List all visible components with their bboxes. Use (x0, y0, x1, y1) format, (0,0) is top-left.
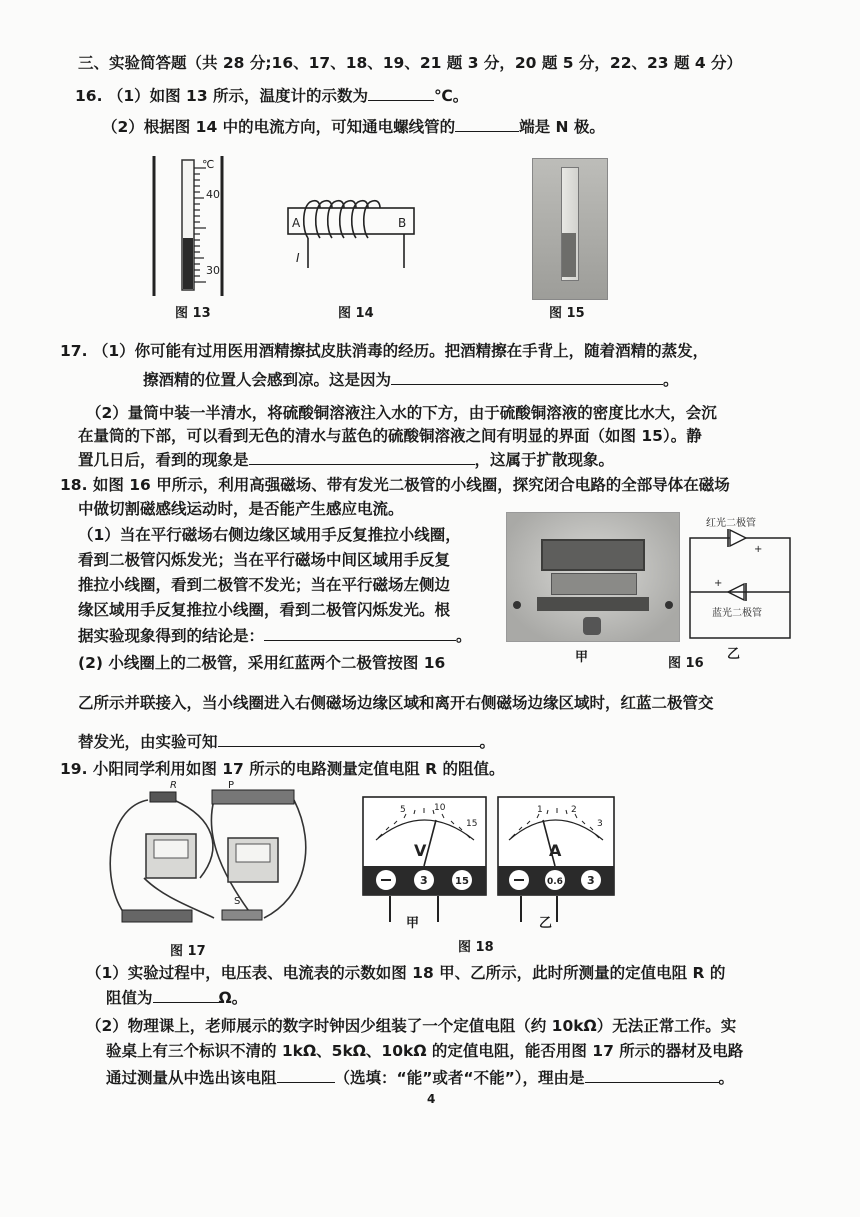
red-diode-icon (730, 530, 746, 546)
answer-blank[interactable] (368, 84, 434, 101)
q18-line10-text: 替发光，由实验可知 (78, 733, 218, 751)
volt-scale-15: 15 (466, 819, 478, 829)
therm-40-label: 40 (206, 188, 220, 201)
fig13-caption: 图 13 (175, 306, 211, 321)
q19-line3 (106, 986, 247, 1009)
svg-text:+: + (714, 578, 723, 589)
answer-blank[interactable] (455, 115, 519, 132)
amp-scale-1: 1 (537, 805, 543, 815)
switch-label: S (234, 896, 241, 907)
q18-line7-text: 据实验现象得到的结论是： (78, 627, 265, 645)
q18-line7 (78, 624, 472, 647)
therm-unit-label: ℃ (202, 158, 215, 171)
fig14-caption: 图 14 (338, 306, 374, 321)
current-label: I (296, 251, 300, 265)
fig18-jia-caption: 甲 (406, 916, 420, 931)
solenoid-figure (280, 190, 420, 280)
q18-line10 (78, 730, 495, 753)
q19-line4: （2）物理课上，老师展示的数字时钟因少组装了一个定值电阻（约 10kΩ）无法正常工作。实 (86, 1017, 737, 1035)
q18-line2: 中做切割磁感线运动时，是否能产生感应电流。 (78, 500, 404, 518)
volt-lead (437, 896, 439, 922)
q17-line2 (143, 368, 679, 391)
fig16-jia-caption: 甲 (575, 650, 589, 665)
q17-line3: （2）量筒中装一半清水，将硫酸铜溶液注入水的下方，由于硫酸铜溶液的密度比水大，会沉 (86, 404, 717, 422)
volt-lead (389, 896, 391, 922)
q18-line9: 乙所示并联接入，当小线圈进入右侧磁场边缘区域和离开右侧磁场边缘区域时，红蓝二极管交 (78, 694, 714, 712)
therm-30-label: 30 (206, 264, 220, 277)
q17-line5-end: ，这属于扩散现象。 (474, 451, 615, 469)
page-number: 4 (427, 1092, 436, 1106)
q19-line5: 验桌上有三个标识不清的 1kΩ、5kΩ、10kΩ 的定值电阻，能否用图 17 所示的器材及电路 (106, 1042, 744, 1060)
q16-part1-unit: ℃。 (434, 87, 469, 105)
q17-line5 (78, 448, 614, 471)
amp-terminal-3: 3 (587, 874, 595, 887)
volt-scale-5: 5 (400, 805, 406, 815)
q16-part1 (75, 84, 468, 107)
volt-terminal-15: 15 (455, 876, 469, 887)
fig15-caption: 图 15 (549, 306, 585, 321)
q18-line10-end: 。 (479, 733, 496, 751)
q18-line6: 缘区域用手反复推拉小线圈，看到二极管闪烁发光。根 (78, 601, 451, 619)
volt-scale-10: 10 (434, 803, 446, 813)
q17-line2-text: 擦酒精的位置人会感到凉。这是因为 (143, 371, 392, 389)
slider-label: P (228, 780, 235, 791)
red-led-label: 红光二极管 (706, 518, 756, 529)
q19-line6-mid: （选填：“能”或者“不能”），理由是 (334, 1069, 585, 1087)
resistor-label: R (170, 780, 177, 791)
volt-terminal-3: 3 (420, 874, 428, 887)
fig16-caption: 图 16 (668, 656, 704, 671)
q16-part2 (102, 115, 605, 138)
q17-line2-end: 。 (663, 371, 679, 389)
blue-led-label: 蓝光二极管 (712, 608, 762, 619)
q18-line4: 看到二极管闪烁发光；当在平行磁场中间区域用手反复 (78, 551, 451, 569)
q19-line3-text: 阻值为 (106, 989, 153, 1007)
q19-line6-end: 。 (718, 1069, 735, 1087)
q19-line1: 19. 小阳同学利用如图 17 所示的电路测量定值电阻 R 的阻值。 (60, 760, 505, 778)
q18-line3: （1）当在平行磁场右侧边缘区域用手反复推拉小线圈， (78, 526, 461, 544)
fig18-yi-caption: 乙 (539, 916, 553, 931)
q18-line5: 推拉小线圈，看到二极管不发光；当在平行磁场左侧边 (78, 576, 451, 594)
amp-scale-2: 2 (571, 805, 577, 815)
q17-line1: 17. （1）你可能有过用医用酒精擦拭皮肤消毒的经历。把酒精擦在手背上，随着酒精的蒸发， (60, 342, 709, 360)
amp-lead (556, 896, 558, 922)
answer-blank[interactable] (249, 448, 475, 465)
answer-blank[interactable] (585, 1066, 719, 1083)
q16-part2-end: 端是 N 极。 (519, 118, 605, 136)
sol-label-b: B (398, 216, 407, 230)
q19-line6 (106, 1066, 734, 1089)
answer-blank[interactable] (264, 624, 456, 641)
circuit-photo (104, 778, 314, 938)
thermometer-figure (140, 150, 240, 298)
sol-label-a: A (292, 216, 301, 230)
q19-line2: （1）实验过程中，电压表、电流表的示数如图 18 甲、乙所示，此时所测量的定值电阻 R 的 (86, 964, 726, 982)
magnet-photo (506, 512, 680, 642)
q17-line5-text: 置几日后，看到的现象是 (78, 451, 249, 469)
amp-scale-3: 3 (597, 819, 603, 829)
amp-terminal-0-6: 0.6 (547, 877, 563, 887)
section-header: 三、实验简答题（共 28 分;16、17、18、19、21 题 3 分，20 题 5 分，22、23 题 4 分） (78, 54, 743, 72)
fig18-caption: 图 18 (458, 940, 494, 955)
q18-line8: (2) 小线圈上的二极管，采用红蓝两个二极管按图 16 (78, 654, 446, 672)
volt-symbol: V (414, 841, 427, 860)
q16-part2-text: （2）根据图 14 中的电流方向，可知通电螺线管的 (102, 118, 456, 136)
diode-circuit-figure (684, 512, 794, 642)
q17-line4: 在量筒的下部，可以看到无色的清水与蓝色的硫酸铜溶液之间有明显的界面（如图 15）。静 (78, 427, 702, 445)
fig16-yi-caption: 乙 (727, 647, 741, 662)
answer-blank[interactable] (277, 1066, 335, 1083)
q19-line3-end: Ω。 (218, 989, 248, 1007)
fig17-caption: 图 17 (170, 944, 206, 959)
q16-part1-text: 16. （1）如图 13 所示，温度计的示数为 (75, 87, 369, 105)
answer-blank[interactable] (153, 986, 219, 1003)
q18-line1: 18. 如图 16 甲所示，利用高强磁场、带有发光二极管的小线圈，探究闭合电路的全部导体在磁场 (60, 476, 730, 494)
cylinder-photo (532, 158, 608, 300)
answer-blank[interactable] (218, 730, 480, 747)
q19-line6-text: 通过测量从中选出该电阻 (106, 1069, 277, 1087)
voltmeter-figure (362, 796, 487, 896)
answer-blank[interactable] (391, 368, 663, 385)
ammeter-figure (497, 796, 615, 896)
svg-text:+: + (754, 544, 763, 555)
q18-line7-end: 。 (456, 627, 472, 645)
amp-lead (520, 896, 522, 922)
amp-symbol: A (549, 841, 562, 860)
